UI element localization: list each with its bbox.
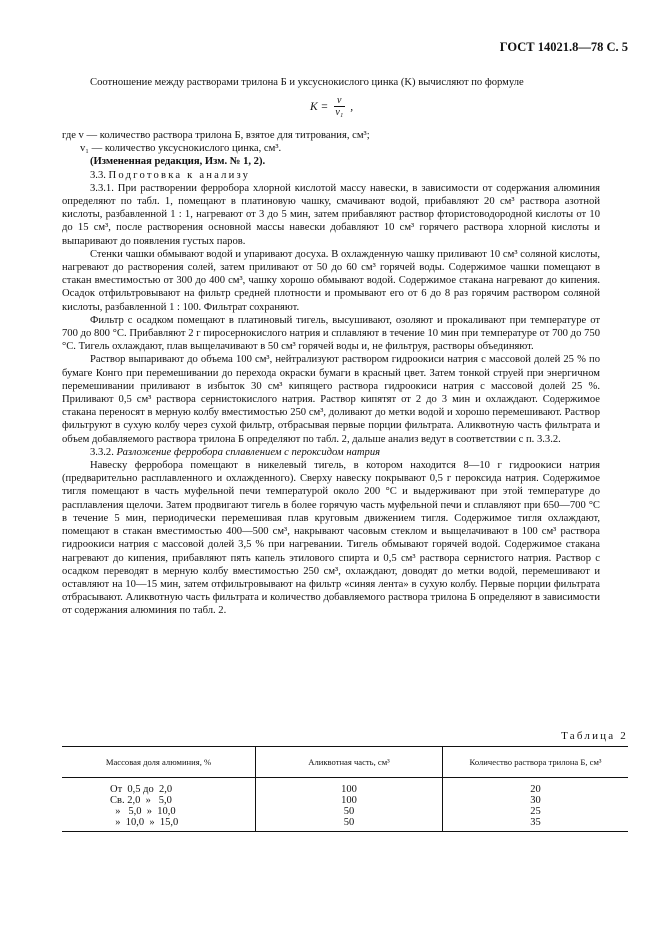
cell-trilon: 35 bbox=[443, 817, 629, 832]
paragraph-d: Навеску ферробора помещают в никелевый тигель, в котором находится 8—10 г гидроокиси натрия (предварительно расплавленного и охлажденного). Сверху навеску покрывают 0,5 г пероксида натрия. Содержимое тигля помещают в часть муфельной печи температурой около 200 °С и выдерживают при этой температуре до расплавления щелочи. Затем продвигают тигель в более горячую часть муфельной печи и сплавляют при 650—700 °С в течение 5 мин, периодически перемешивая плав круговым движением тигля. Содержимое тигля охлаждают, помещают в стакан вместимостью 400—500 см³, накрывают часовым стеклом и выщелачивают в 100 см³ раствора гидроокиси натрия с массовой долей 3,5 % при нагревании. Тигель обмывают горячей водой. Содержимое стакана нагревают до кипения, прибавляют пять капель этилового спирта и 0,5 см³ раствора сернистого натрия. Раствор с осадком переводят в мерную колбу вместимостью 250 см³, охлаждают, доводят до метки водой, перемешивают и оставляют на 10—15 мин, затем отфильтровывают на фильтр «синяя лента» в сухую колбу. Первые порции фильтрата отбрасывают. Аликвотную часть фильтрата и количество добавляемого раствора трилона Б определяют в зависимости от содержания алюминия по табл. 2. bbox=[62, 460, 600, 617]
table-row bbox=[62, 778, 628, 796]
formula-numerator: v bbox=[334, 95, 344, 107]
formula-tail: , bbox=[350, 100, 354, 113]
paragraph-a: Стенки чашки обмывают водой и упаривают досуха. В охлажденную чашку приливают 10 см³ соляной кислоты, нагревают до растворения солей, затем приливают от 50 до 60 см³ горячей воды. Содержимое чашки помещают в стакан вместимостью от 300 до 400 см³, чашку хорошо обмывают водой. Содержимое стакана нагревают до кипения. Осадок отфильтровывают на фильтр средней плотности и промывают его от 6 до 8 раз горячим раствором соляной кислоты, разбавленной 1 : 100. Фильтрат сохраняют. bbox=[62, 248, 600, 313]
section-3332-heading bbox=[62, 446, 600, 459]
cell-aliquot: 100 bbox=[256, 778, 443, 796]
table-caption: Таблица 2 bbox=[561, 730, 628, 742]
formula-fraction bbox=[332, 95, 346, 118]
intro-text: Соотношение между растворами трилона Б и уксуснокислого цинка (K) вычисляют по формуле bbox=[90, 77, 524, 88]
intro-paragraph bbox=[62, 76, 600, 89]
table-row bbox=[62, 817, 628, 832]
section-333-title: Подготовка к анализу bbox=[108, 169, 251, 181]
table-2 bbox=[62, 746, 628, 832]
definition-v1: v₁ — количество уксуснокислого цинка, см³. bbox=[80, 143, 282, 155]
header-aluminium: Массовая доля алюминия, % bbox=[62, 747, 256, 778]
paragraph-b: Фильтр с осадком помещают в платиновый тигель, высушивают, озоляют и прокаливают при температуре от 700 до 800 °С. Прибавляют 2 г пиросернокислого натрия и сплавляют в течение 10 мин при температуре от 700 до 750 °С. Тигель охлаждают, плав выщелачивают в 50 см³ горячей воды и, не фильтруя, растворы объединяют. bbox=[62, 314, 600, 353]
table-header-row bbox=[62, 747, 628, 778]
cell-trilon: 25 bbox=[530, 806, 541, 817]
definition-v: где v — количество раствора трилона Б, взятое для титрования, см³; bbox=[62, 130, 370, 141]
paragraph-c: Раствор выпаривают до объема 100 см³, нейтрализуют раствором гидроокиси натрия с массовой долей 25 % по бумаге Конго при перемешивании до перехода окраски бумаги в красный цвет. Затем тонкой струей при энергичном перемешивании приливают в избыток 30 см³ кипящего раствора гидроокиси натрия с массовой долей 25 %. Приливают 0,5 см³ раствора сернистокислого натрия. Раствор кипятят от 2 до 3 мин и охлаждают. Содержимое стакана переносят в мерную колбу вместимостью 250 см³, доливают до метки водой и хорошо перемешивают. Раствор фильтруют в сухую колбу через сухой фильтр, отбрасывая первые порции фильтрата. Аликвотную часть фильтрата и объем добавляемого раствора трилона Б определяют по табл. 2, дальше анализ ведут в соответствии с п. 3.3.2. bbox=[62, 354, 600, 445]
header-trilon: Количество раствора трилона Б, см³ bbox=[443, 747, 629, 778]
cell-aluminium: » 10,0 » 15,0 bbox=[62, 817, 256, 832]
page-header: ГОСТ 14021.8—78 С. 5 bbox=[499, 40, 628, 54]
header-aliquot: Аликвотная часть, см³ bbox=[256, 747, 443, 778]
formula bbox=[310, 95, 353, 118]
cell-trilon: 30 bbox=[530, 795, 541, 806]
cell-trilon: 20 bbox=[530, 784, 541, 795]
cell-aliquot: 50 bbox=[256, 817, 443, 832]
cell-aliquot: 50 bbox=[256, 806, 443, 817]
cell-aliquot: 100 bbox=[256, 795, 443, 806]
formula-lhs: K = bbox=[310, 100, 329, 113]
section-333-heading bbox=[62, 169, 600, 182]
section-3332-number: 3.3.2. bbox=[90, 446, 114, 458]
cell-aluminium: От 0,5 до 2,0 bbox=[62, 778, 256, 796]
definitions-block bbox=[62, 129, 600, 618]
cell-aluminium: » 5,0 » 10,0 bbox=[62, 806, 256, 817]
edition-note: (Измененная редакция, Изм. № 1, 2). bbox=[90, 156, 266, 168]
formula-denominator: v₁ bbox=[335, 107, 344, 118]
section-333-number: 3.3. bbox=[90, 169, 106, 181]
section-3332-title: Разложение ферробора сплавлением с пероксидом натрия bbox=[116, 446, 381, 458]
cell-aluminium: Св. 2,0 » 5,0 bbox=[62, 795, 256, 806]
paragraph-3331: 3.3.1. При растворении ферробора хлорной кислотой массу навески, в зависимости от содержания алюминия определяют по табл. 1, помещают в платиновую чашку, смачивают водой, прибавляют 20 см³ раствора азотной кислоты, разбавленной 1 : 1, нагревают от 3 до 5 мин, затем прибавляют раствор фтористоводородной кислоты от 10 до 15 см³, после растворения основной массы навески добавляют 10 см³ горячего раствора хлорной кислоты и выпаривают до появления густых паров. bbox=[62, 182, 600, 247]
table-row bbox=[62, 795, 628, 806]
table-row bbox=[62, 806, 628, 817]
